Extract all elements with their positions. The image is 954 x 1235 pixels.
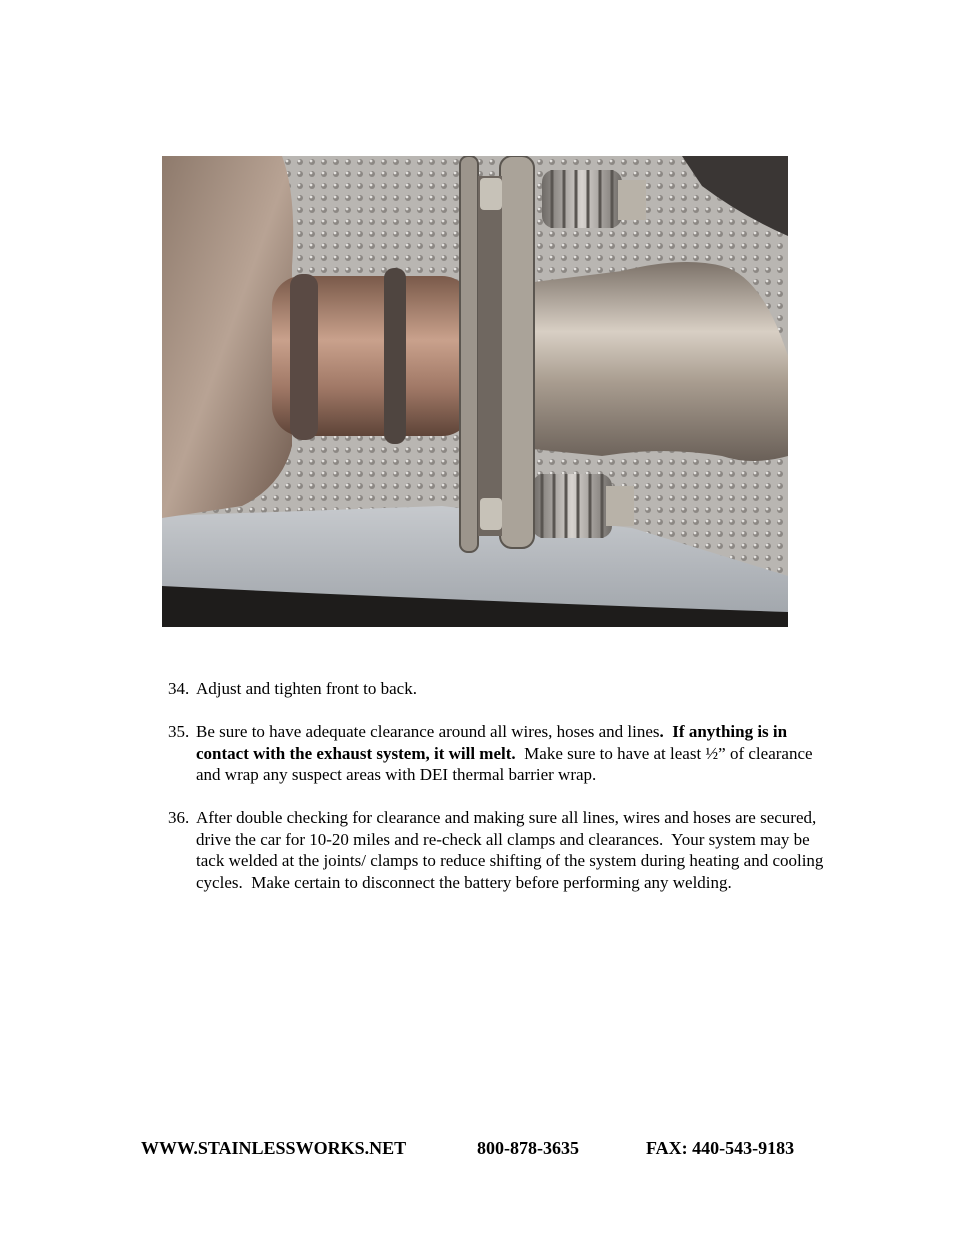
photo-illustration	[162, 156, 788, 627]
step-text-part: Make sure to have at least ½” of clearance and wrap any suspect areas with DEI thermal barrier wrap.	[196, 743, 817, 784]
step-text	[196, 807, 828, 893]
step-text	[196, 721, 828, 786]
step-item	[168, 807, 828, 893]
instruction-steps	[168, 678, 828, 915]
footer-website: WWW.STAINLESSWORKS.NET	[141, 1138, 407, 1158]
step-text	[196, 678, 828, 700]
step-number: 36.	[168, 808, 190, 827]
footer-phone: 800-878-3635	[477, 1138, 579, 1158]
step-text-part: Adjust and tighten front to back.	[196, 679, 417, 698]
exhaust-flange-photo	[162, 156, 788, 627]
step-item	[168, 721, 828, 786]
footer-fax: FAX: 440-543-9183	[646, 1138, 795, 1158]
step-text-bold: . If anything is in contact with the exhaust system, it will melt.	[196, 722, 792, 763]
step-number: 35.	[168, 722, 190, 741]
step-number: 34.	[168, 679, 190, 698]
step-item	[168, 678, 828, 700]
step-text-part: Be sure to have adequate clearance around all wires, hoses and lines	[196, 722, 660, 741]
step-text-part: After double checking for clearance and making sure all lines, wires and hoses are secured, drive the car for 10-20 miles and re-check all clamps and clearances. Your system may be tack welded at the joints/ clamps to reduce shifting of the system during heating and cooling cycles. Make certain to disconnect the battery before performing any welding.	[196, 808, 828, 892]
